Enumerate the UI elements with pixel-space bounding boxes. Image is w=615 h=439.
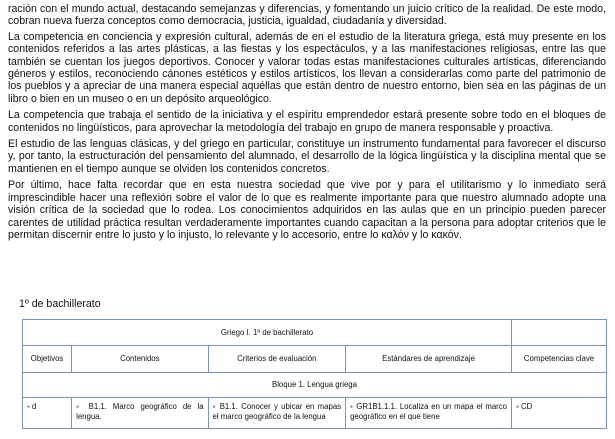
criterios-value: B1.1. Conocer y ubicar en mapas el marco geográfico de la lengua [212, 402, 342, 421]
table-row [23, 398, 607, 429]
estandares-value: GR1B1.1.1. Localiza en un mapa el marco geográfico en el que tiene [350, 402, 508, 421]
bullet-icon: ▪ [516, 402, 519, 411]
header-competencias: Competencias clave [512, 346, 607, 373]
block-title-row [23, 373, 607, 398]
section-heading: 1º de bachillerato [19, 298, 101, 310]
cell-estandares [346, 398, 512, 429]
contenidos-value: B1.1. Marco geográfico de la lengua. [76, 402, 204, 421]
bullet-icon: ▪ [350, 402, 354, 411]
header-contenidos: Contenidos [72, 346, 208, 373]
table-title-empty-cell [512, 320, 607, 346]
cell-criterios [208, 398, 346, 429]
competencias-value: CD [520, 402, 533, 411]
objetivos-value: d [31, 402, 37, 411]
table-header-row [23, 346, 607, 373]
header-estandares: Estándares de aprendizaje [346, 346, 512, 373]
bullet-icon: ▪ [212, 402, 217, 411]
paragraph: El estudio de las lenguas clásicas, y del griego en particular, constituye un instrumento fundamental para favorecer el discurso y, por tanto, la estructuración del pensamiento del alumnado, el desarrollo de la lógica lingüística y la disciplina mental que se mantienen en el tiempo aunque se olviden los contenidos concretos. [8, 138, 606, 175]
body-text [8, 3, 606, 245]
curriculum-table [22, 319, 607, 429]
cell-competencias [512, 398, 607, 429]
cell-contenidos [72, 398, 208, 429]
table-title: Griego I. 1º de bachillerato [23, 320, 512, 346]
paragraph: ración con el mundo actual, destacando semejanzas y diferencias, y fomentando un juicio crítico de la realidad. De este modo, cobran nueva fuerza conceptos como democracia, justicia, igualdad, ciudadanía y diversidad. [8, 3, 606, 28]
cell-objetivos [23, 398, 72, 429]
paragraph: Por último, hace falta recordar que en esta nuestra sociedad que vive por y para el utilitarismo y lo inmediato será imprescindible hacer una reflexión sobre el valor de lo que es realmente importante para que nuestro alumnado adopte una visión crítica de la sociedad que lo rodea. Los conocimientos adquiridos en las aulas que en un principio pueden parecer carentes de utilidad práctica resultan verdaderamente importantes cuando capacitan a la persona para adoptar criterios que le permitan discernir entre lo justo y lo injusto, lo relevante y lo accesorio, entre lo καλόν y lo κακόν. [8, 179, 606, 241]
bullet-icon: ▪ [27, 402, 30, 411]
paragraph: La competencia en conciencia y expresión cultural, además de en el estudio de la literatura griega, está muy presente en los contenidos referidos a las artes plásticas, a las fiestas y los espectáculos, y a las manifestaciones religiosas, entre las que también se cuentan los juegos deportivos. Conocer y valorar todas estas manifestaciones culturales artísticas, diferenciando géneros y estilos, reconociendo cánones estéticos y estilos artísticos, los llevan a considerarlas como parte del patrimonio de los pueblos y a apreciar de una manera especial aquéllas que están dentro de nuestro entorno, bien sea en las páginas de un libro o bien en un museo o en un depósito arqueológico. [8, 30, 606, 105]
header-objetivos: Objetivos [23, 346, 72, 373]
block-title: Bloque 1. Lengua griega [23, 373, 607, 398]
header-criterios: Criterios de evaluación [208, 346, 346, 373]
bullet-icon: ▪ [76, 402, 83, 411]
paragraph: La competencia que trabaja el sentido de la iniciativa y el espíritu emprendedor estará presente sobre todo en el bloques de contenidos no lingüísticos, para aprovechar la metodología del trabajo en grupo de manera responsable y proactiva. [8, 109, 606, 134]
table-title-row [23, 320, 607, 346]
